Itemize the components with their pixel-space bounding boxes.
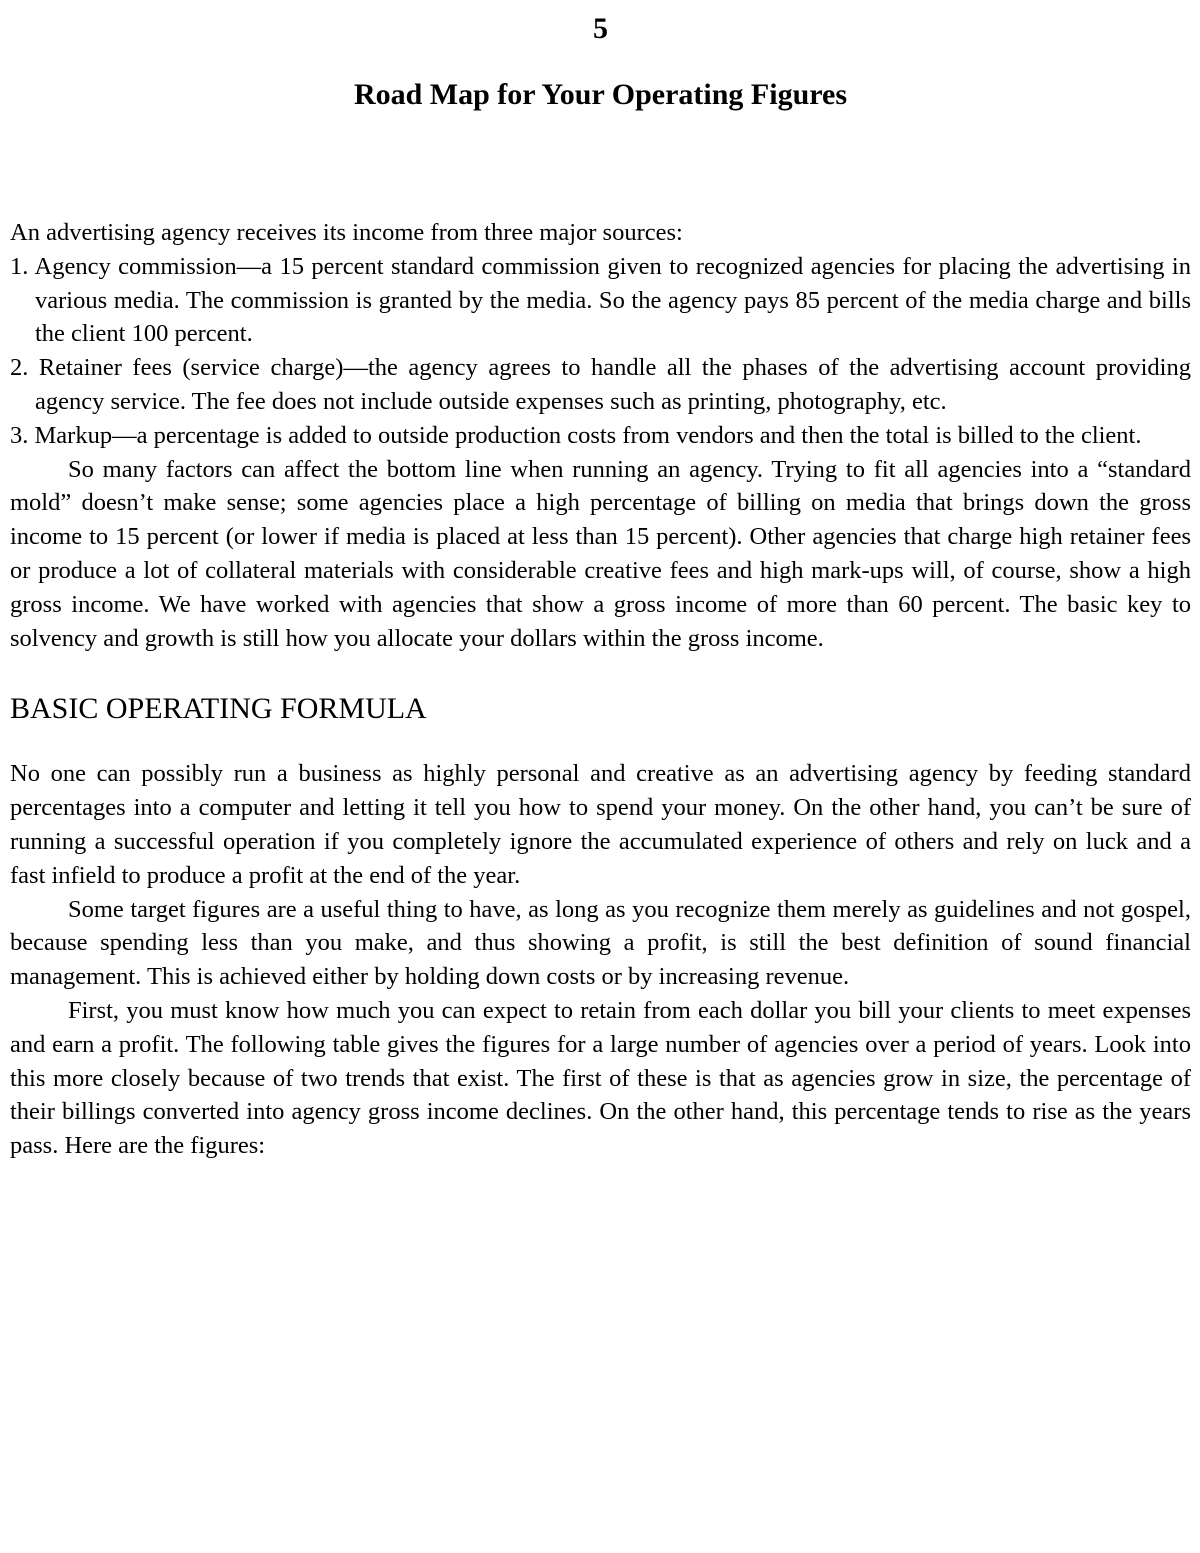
section-paragraph-3: First, you must know how much you can expect to retain from each dollar you bill your clients to meet expenses and earn a profit. The following table gives the figures for a large number of agencies over a period of years. Look into this more closely because of two trends that exist. The first of these is that as agencies grow in size, the percentage of their billings converted into agency gross income declines. On the other hand, this percentage tends to rise as the years pass. Here are the figures: [10,996,1191,1160]
section-paragraph-2: Some target figures are a useful thing to have, as long as you recognize them merely as guidelines and not gospel, because spending less than you make, and thus showing a profit, is still the best definition of sound financial management. This is achieved either by holding down costs or by increasing revenue. [10,895,1191,991]
document-page [10,0,1191,1163]
intro-lead: An advertising agency receives its income from three major sources: [10,219,683,246]
chapter-number: 5 [593,12,608,45]
section-paragraph-1: No one can possibly run a business as highly personal and creative as an advertising agency by feeding standard percentages into a computer and letting it tell you how to spend your money. On the other hand, you can’t be sure of running a successful operation if you completely ignore the accumulated experience of others and rely on luck and a fast infield to produce a profit at the end of the year. [10,760,1191,889]
chapter-title: Road Map for Your Operating Figures [353,78,848,111]
intro-paragraph: So many factors can affect the bottom line when running an agency. Trying to fit all agencies into a “standard mold” doesn’t make sense; some agencies place a high percentage of billing on media that brings down the gross income to 15 percent (or lower if media is placed at less than 15 percent). Other agencies that charge high retainer fees or produce a lot of collateral materials with considerable creative fees and high mark-ups will, of course, show a high gross income. We have worked with agencies that show a gross income of more than 60 percent. The basic key to solvency and growth is still how you allocate your dollars within the gross income. [10,455,1191,652]
section-heading: BASIC OPERATING FORMULA [10,692,427,726]
intro-section [10,216,1191,655]
list-item-markup: 3. Markup—a percentage is added to outside production costs from vendors and then the total is billed to the client. [10,421,1142,449]
list-item-retainer-fees: 2. Retainer fees (service charge)—the agency agrees to handle all the phases of the advertising account providing agency service. The fee does not include outside expenses such as printing, photography, etc. [10,354,1191,415]
section-body [10,757,1191,1163]
list-item-agency-commission: 1. Agency commission—a 15 percent standard commission given to recognized agencies for placing the advertising in various media. The commission is granted by the media. So the agency pays 85 percent of the media charge and bills the client 100 percent. [10,252,1191,348]
